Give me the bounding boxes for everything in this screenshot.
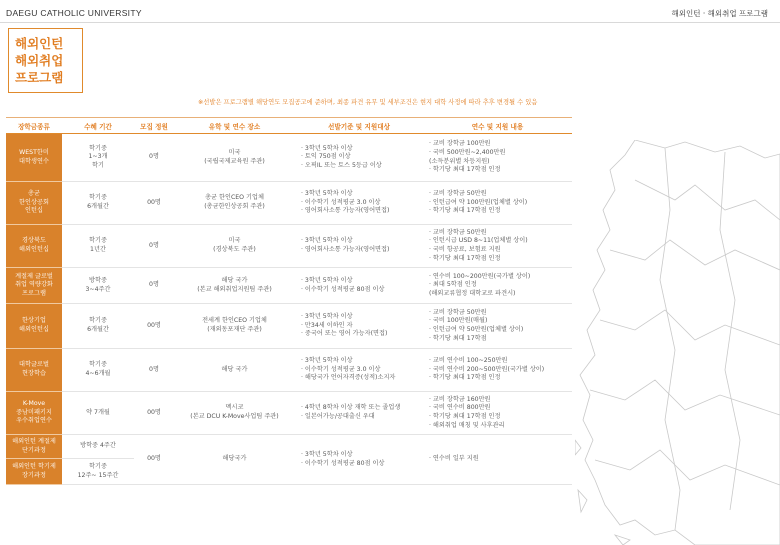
recruit-quota-line: 0명 [149, 365, 159, 373]
study-location [174, 435, 295, 485]
benefit-period [62, 182, 134, 225]
column-header: 수혜 기간 [62, 118, 134, 134]
scholarship-type-line: 우수취업연수 [16, 417, 52, 425]
support-details-line: · 교비 장학금 160만원 [429, 395, 491, 403]
column-header: 유학 및 연수 장소 [174, 118, 295, 134]
benefit-period-line: 1년간 [90, 246, 106, 253]
title-line: 해외취업 [15, 53, 64, 68]
benefit-period [62, 435, 134, 459]
selection-criteria-line: · 이수학기 성적평균 3.0 이상 [301, 198, 381, 206]
recruit-quota [134, 435, 174, 485]
scholarship-type [6, 182, 62, 225]
scholarship-type [6, 349, 62, 392]
support-details-line: · 국비 연수비 800만원 [429, 404, 491, 412]
column-header: 연수 및 지원 내용 [423, 118, 572, 134]
support-details-line: · 교비 장학금 100만원 [429, 140, 491, 148]
support-details-line: · 최대 5학점 인정 [429, 281, 477, 289]
notice-text: ※선발은 프로그램별 해당연도 모집공고에 준하며, 최종 파견 유무 및 세부조건은 현지 대학 사정에 따라 추후 변경될 수 있음 [198, 99, 538, 106]
study-location-line: 미국 [228, 148, 241, 156]
scholarship-type-line: 해외인턴십 [19, 326, 49, 333]
recruit-quota-line: 0명 [149, 281, 159, 289]
selection-criteria-line: · 영어회사소통 가능자(영어면접) [301, 207, 390, 215]
selection-criteria-line: · 3학년 5학차 이상 [301, 237, 353, 245]
scholarship-type [6, 134, 62, 182]
study-location [174, 349, 295, 392]
scholarship-type-line: 경상북도 [22, 237, 46, 245]
table-row [6, 225, 572, 268]
selection-criteria-line: · 이수학기 성적평균 3.0 이상 [301, 365, 381, 373]
column-header: 선발기준 및 지원대상 [295, 118, 423, 134]
recruit-quota-line: 0명 [149, 153, 159, 161]
study-location-line: 미국 [228, 237, 241, 245]
study-location-line: 해당 국가 [221, 365, 248, 373]
study-location-line: 전세계 한인CEO 기업체 [202, 317, 267, 325]
benefit-period-line: 12주~ 15주간 [77, 471, 119, 479]
table-row [6, 392, 572, 435]
support-details [423, 134, 572, 182]
scholarship-type-line: 해외인턴 학기제 [12, 462, 56, 470]
scholarship-type-line: 해외인턴십 [19, 246, 49, 253]
scholarship-type [6, 268, 62, 304]
selection-criteria-line: · 해당국가 언어자격증(성적)소지자 [301, 374, 396, 382]
title-line: 해외인턴 [15, 36, 64, 51]
scholarship-type-line: 한인상공회 [19, 198, 49, 206]
selection-criteria-line: · 영어회사소통 가능자(영어면접) [301, 246, 390, 253]
table-row [6, 435, 572, 459]
benefit-period-line: 학기중 [89, 194, 107, 202]
support-details [423, 435, 572, 485]
study-location-line: (경상북도 주관) [213, 246, 256, 253]
study-location [174, 268, 295, 304]
selection-criteria [295, 225, 423, 268]
scholarship-type-line: 중남미패키지 [16, 408, 52, 416]
selection-criteria [295, 435, 423, 485]
study-location [174, 392, 295, 435]
support-details [423, 225, 572, 268]
table-row [6, 304, 572, 349]
scholarship-type-line: 총균 [28, 190, 40, 198]
support-details-line: · 국비 항공료, 보험료 지원 [429, 246, 501, 253]
support-details [423, 182, 572, 225]
support-details-line: (소득분위별 차등지원) [429, 157, 490, 165]
benefit-period-line: 학기중 [89, 237, 107, 245]
support-details-line: · 국비 100만원(매월) [429, 317, 488, 325]
recruit-quota-line: 00명 [147, 408, 161, 416]
column-header: 장학금종류 [6, 118, 62, 134]
study-location-line: (국립국제교육원 주관) [204, 157, 265, 165]
support-details [423, 304, 572, 349]
study-location-line: (재외동포재단 주관) [207, 326, 262, 333]
scholarship-type-line: 해외인턴 계절제 [12, 437, 56, 445]
benefit-period-line: 1~3개 [88, 153, 108, 161]
benefit-period [62, 225, 134, 268]
benefit-period-line: 약 7개월 [86, 408, 110, 416]
university-name: DAEGU CATHOLIC UNIVERSITY [6, 8, 142, 18]
benefit-period [62, 392, 134, 435]
study-location-line: (총균한인상공회 주관) [204, 203, 265, 210]
selection-criteria-line: · 이수학기 성적평균 80점 이상 [301, 459, 385, 467]
support-details-line: · 학기당 최대 17학점 인정 [429, 374, 501, 382]
recruit-quota [134, 349, 174, 392]
selection-criteria-line: · 3학년 5학차 이상 [301, 144, 353, 152]
recruit-quota [134, 134, 174, 182]
scholarship-type [6, 459, 62, 485]
selection-criteria-line: · 3학년 5학차 이상 [301, 190, 353, 198]
selection-criteria-line: · 일본어가능/공대출신 우대 [301, 413, 375, 420]
table-row [6, 182, 572, 225]
support-details-line: · 학기당 최대 17학점 인정 [429, 207, 501, 215]
scholarship-type-line: WEST한미 [19, 148, 49, 156]
study-location [174, 134, 295, 182]
benefit-period-line: 3~4주간 [85, 285, 111, 293]
benefit-period [62, 268, 134, 304]
recruit-quota [134, 225, 174, 268]
support-details-line: · 인턴급여 약 100만원(업체별 상이) [429, 198, 528, 206]
breadcrumb: 해외인턴 · 해외취업 프로그램 [671, 9, 768, 18]
support-details-line: · 연수비 일부 지원 [429, 455, 479, 463]
study-location [174, 225, 295, 268]
table-row [6, 134, 572, 182]
selection-criteria-line: · 4학년 8학차 이상 재학 또는 졸업생 [301, 404, 401, 412]
selection-criteria-line: · 3학년 5학차 이상 [301, 450, 353, 458]
table-row [6, 268, 572, 304]
selection-criteria-line: · 토익 750점 이상 [301, 153, 351, 161]
table-header-row [6, 118, 572, 134]
scholarship-table [6, 117, 572, 485]
selection-criteria [295, 268, 423, 304]
benefit-period-line: 6개월간 [87, 203, 109, 210]
benefit-period-line: 방학중 4주간 [80, 442, 116, 450]
selection-criteria-line: · 3학년 5학차 이상 [301, 276, 353, 284]
support-details-line: · 인턴급여 약 50만원(업체별 상이) [429, 326, 524, 333]
selection-criteria-line: · 3학년 5학차 이상 [301, 357, 353, 365]
support-details-line: · 교비 장학금 50만원 [429, 308, 487, 316]
study-location-line: 멕시코 [225, 404, 244, 412]
page-title [8, 28, 83, 93]
support-details [423, 268, 572, 304]
title-line: 프로그램 [15, 70, 64, 85]
benefit-period-line: 학기중 [89, 317, 107, 325]
support-details-line: · 학기당 최대 17학점 [429, 334, 487, 342]
support-details-line: (해외교류협정 대학교로 파견시) [429, 289, 516, 297]
study-location-line: 총균 한인CEO 기업체 [205, 194, 264, 202]
benefit-period-line: 6개월간 [87, 326, 109, 333]
selection-criteria-line: · 이수학기 성적평균 80점 이상 [301, 285, 385, 293]
selection-criteria [295, 304, 423, 349]
support-details-line: · 학기당 최대 17학점 인정 [429, 413, 501, 420]
header-divider [0, 22, 780, 23]
scholarship-type-line: 취업 역량강화 [15, 281, 53, 289]
support-details-line: · 해외취업 매칭 및 사후관리 [429, 421, 505, 429]
selection-criteria [295, 134, 423, 182]
scholarship-type-line: 대학생연수 [19, 157, 49, 165]
scholarship-type-line: 프로그램 [22, 289, 46, 297]
recruit-quota [134, 182, 174, 225]
selection-criteria-line: · 중국어 또는 영어 가능자(면접) [301, 330, 388, 338]
support-details-line: · 국비 연수비 200~500만원(국가별 상이) [429, 365, 545, 373]
recruit-quota [134, 304, 174, 349]
support-details-line: · 국비 500만원~2,400만원 [429, 148, 506, 156]
benefit-period-line: 학기중 [89, 462, 107, 470]
korea-map-illustration [575, 140, 780, 545]
scholarship-type [6, 435, 62, 459]
support-details [423, 392, 572, 435]
scholarship-type [6, 392, 62, 435]
study-location-line: 해당 국가 [221, 276, 248, 284]
scholarship-type [6, 225, 62, 268]
study-location-line: (본교 해외취업지원팀 주관) [197, 285, 272, 293]
benefit-period [62, 459, 134, 485]
benefit-period-line: 학기중 [89, 361, 107, 369]
selection-criteria-line: · 오픽IL 또는 토스 5등급 이상 [301, 161, 382, 169]
scholarship-type-line: 인턴십 [25, 207, 43, 215]
support-details-line: · 연수비 100~200만원(국가별 상이) [429, 272, 531, 280]
scholarship-type [6, 304, 62, 349]
recruit-quota-line: 00명 [147, 321, 161, 329]
benefit-period-line: 4~6개월 [85, 370, 111, 377]
study-location [174, 304, 295, 349]
support-details-line: · 교비 장학금 50만원 [429, 228, 487, 236]
benefit-period [62, 349, 134, 392]
support-details-line: · 교비 연수비 100~250만원 [429, 357, 508, 365]
selection-criteria-line: · 3학년 5학차 이상 [301, 313, 353, 321]
table-row [6, 349, 572, 392]
recruit-quota [134, 392, 174, 435]
benefit-period-line: 학기중 [89, 144, 107, 152]
support-details [423, 349, 572, 392]
column-header: 모집 정원 [134, 118, 174, 134]
support-details-line: · 교비 장학금 50만원 [429, 190, 487, 198]
study-location-line: (본교 DCU K-Move사업팀 주관) [190, 413, 279, 420]
benefit-period [62, 134, 134, 182]
support-details-line: · 학기당 최대 17학점 인정 [429, 254, 501, 262]
scholarship-type-line: 장기과정 [22, 471, 46, 479]
selection-criteria [295, 182, 423, 225]
scholarship-type-line: 단기과정 [22, 446, 46, 454]
scholarship-type-line: 한상기업 [22, 317, 46, 325]
benefit-period-line: 학기 [92, 161, 104, 169]
study-location [174, 182, 295, 225]
selection-criteria-line: · 만34세 이하인 자 [301, 321, 353, 329]
selection-criteria [295, 349, 423, 392]
study-location-line: 해당국가 [222, 455, 247, 463]
benefit-period [62, 304, 134, 349]
scholarship-type-line: 계절제 글로벌 [15, 272, 53, 280]
support-details-line: · 학기당 최대 17학점 인정 [429, 166, 501, 174]
scholarship-type-line: 대학글로벌 [19, 361, 49, 369]
scholarship-type-line: K-Move [22, 400, 46, 408]
scholarship-type-line: 현장학습 [22, 370, 46, 377]
selection-criteria [295, 392, 423, 435]
recruit-quota [134, 268, 174, 304]
recruit-quota-line: 00명 [147, 198, 161, 206]
benefit-period-line: 방학중 [89, 276, 107, 284]
recruit-quota-line: 00명 [147, 455, 161, 463]
support-details-line: · 인턴시급 USD 8~11(업체별 상이) [429, 237, 528, 245]
recruit-quota-line: 0명 [149, 241, 159, 249]
